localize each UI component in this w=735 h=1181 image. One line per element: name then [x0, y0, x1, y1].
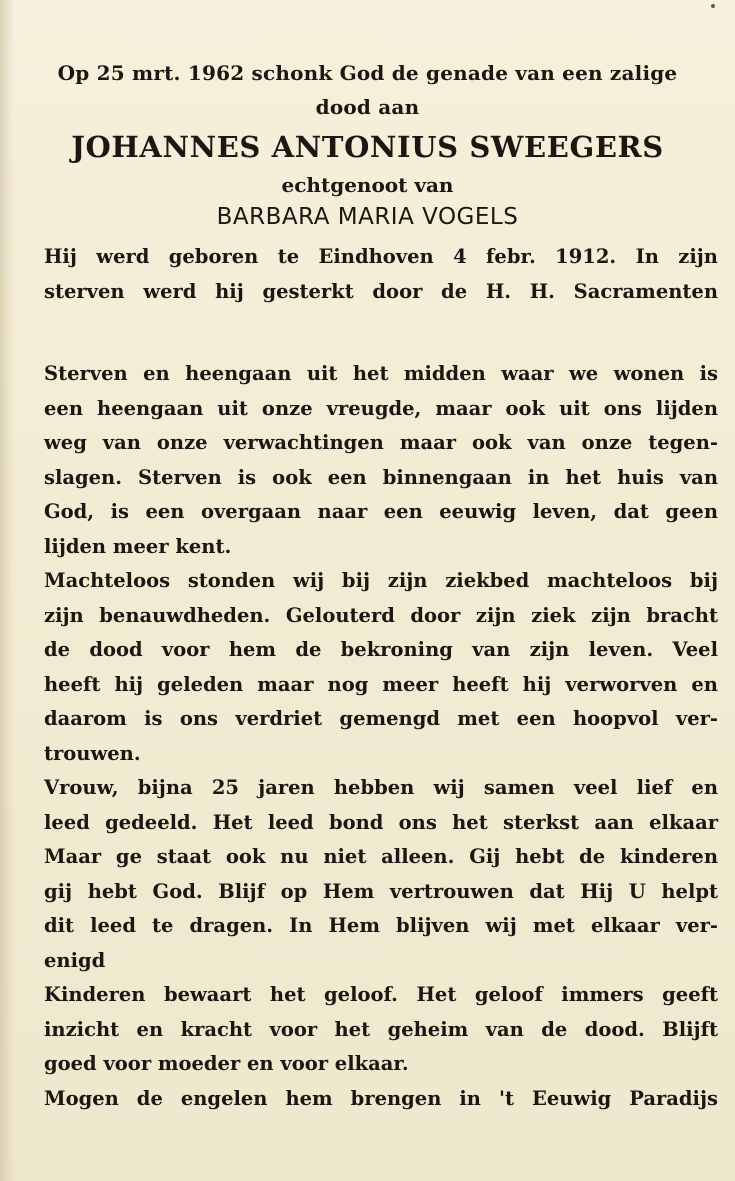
intro-line-1: Op 25 mrt. 1962 schonk God de genade van een zalige — [57, 61, 678, 85]
text-line: enigd — [44, 948, 106, 972]
text-line: Mogen de engelen hem brengen in 't Eeuwig Paradijs — [44, 1086, 718, 1110]
card-body — [44, 240, 718, 1116]
paragraph-dying — [44, 357, 718, 564]
text-line: inzicht en kracht voor het geheim van de dood. Blijft — [44, 1017, 718, 1041]
card-header — [0, 56, 735, 234]
text-line: Maar ge staat ook nu niet alleen. Gij hebt de kinderen — [44, 845, 718, 868]
text-line: dit leed te dragen. In Hem blijven wij met elkaar ver- — [44, 914, 718, 937]
text-line: heeft hij geleden maar nog meer heeft hij verworven en — [44, 672, 718, 696]
text-line: leed gedeeld. Het leed bond ons het sterkst aan elkaar — [44, 810, 718, 834]
text-line: trouwen. — [44, 741, 141, 765]
paragraph-wife — [44, 771, 718, 978]
birth-line: Hij werd geboren te Eindhoven 4 febr. 1912. In zijn — [44, 245, 718, 268]
text-line: Machteloos stonden wij bij zijn ziekbed machteloos bij — [44, 569, 718, 592]
text-line: zijn benauwdheden. Gelouterd door zijn ziek zijn bracht — [44, 603, 718, 627]
spouse-name: BARBARA MARIA VOGELS — [216, 204, 519, 230]
text-line: Kinderen bewaart het geloof. Het geloof immers geeft — [44, 983, 718, 1006]
paragraph-closing-prayer — [44, 1082, 718, 1117]
text-line: Vrouw, bijna 25 jaren hebben wij samen veel lief en — [44, 776, 718, 799]
text-line: slagen. Sterven is ook een binnengaan in het huis van — [44, 465, 718, 489]
text-line: een heengaan uit onze vreugde, maar ook uit ons lijden — [44, 396, 718, 420]
spouse-relation: echtgenoot van — [281, 173, 454, 197]
text-line: gij hebt God. Blijf op Hem vertrouwen dat Hij U helpt — [44, 879, 718, 903]
paragraph-sickbed — [44, 564, 718, 771]
text-line: Sterven en heengaan uit het midden waar we wonen is — [44, 362, 718, 385]
text-line: de dood voor hem de bekroning van zijn leven. Veel — [44, 638, 718, 661]
text-line: lijden meer kent. — [44, 534, 232, 558]
paragraph-children — [44, 978, 718, 1082]
birth-line: sterven werd hij gesterkt door de H. H. Sacramenten — [44, 279, 718, 303]
intro-line-2: dood aan — [315, 95, 420, 119]
text-line: weg van onze verwachtingen maar ook van onze tegen- — [44, 431, 718, 454]
text-line: God, is een overgaan naar een eeuwig leven, dat geen — [44, 500, 718, 523]
text-line: goed voor moeder en voor elkaar. — [44, 1052, 409, 1075]
ink-speck — [711, 4, 715, 8]
text-line: daarom is ons verdriet gemengd met een hoopvol ver- — [44, 707, 718, 730]
deceased-name: JOHANNES ANTONIUS SWEEGERS — [71, 130, 664, 164]
